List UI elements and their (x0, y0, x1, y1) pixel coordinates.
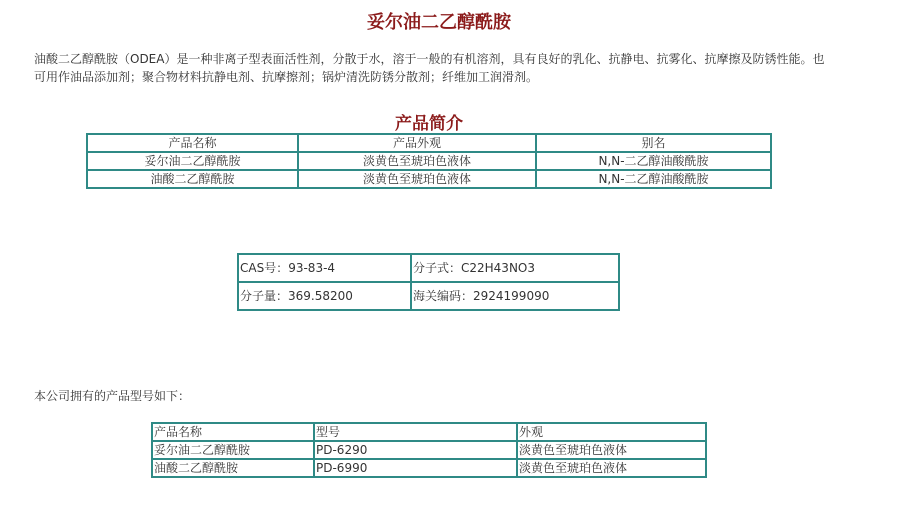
page-title: 妥尔油二乙醇酰胺 (367, 12, 511, 33)
header-cell-appearance: 产品外观 (298, 134, 536, 152)
cell-product-name: 油酸二乙醇酰胺 (152, 459, 314, 477)
cell-model: PD-6990 (314, 459, 517, 477)
header-cell-product-name: 产品名称 (87, 134, 298, 152)
table-row (238, 254, 619, 282)
cell-product-name: 油酸二乙醇酰胺 (87, 170, 298, 188)
section-title-product-intro: 产品简介 (395, 114, 463, 134)
molecular-formula: 分子式：C22H43NO3 (411, 254, 619, 282)
cell-model: PD-6290 (314, 441, 517, 459)
cell-appearance: 淡黄色至琥珀色液体 (517, 459, 706, 477)
cell-product-name: 妥尔油二乙醇酰胺 (87, 152, 298, 170)
table-header-row (87, 134, 771, 152)
cell-appearance: 淡黄色至琥珀色液体 (298, 152, 536, 170)
company-models-label: 本公司拥有的产品型号如下： (34, 389, 191, 403)
cell-alias: N,N-二乙醇油酸酰胺 (536, 152, 771, 170)
customs-code: 海关编码：2924199090 (411, 282, 619, 310)
model-table (151, 422, 707, 478)
cell-appearance: 淡黄色至琥珀色液体 (298, 170, 536, 188)
cas-number: CAS号：93-83-4 (238, 254, 411, 282)
cell-alias: N,N-二乙醇油酸酰胺 (536, 170, 771, 188)
cell-product-name: 妥尔油二乙醇酰胺 (152, 441, 314, 459)
table-row (87, 170, 771, 188)
cell-appearance: 淡黄色至琥珀色液体 (517, 441, 706, 459)
header-cell-appearance: 外观 (517, 423, 706, 441)
properties-table (237, 253, 620, 311)
table-row (87, 152, 771, 170)
molecular-weight: 分子量：369.58200 (238, 282, 411, 310)
table-row (238, 282, 619, 310)
header-cell-alias: 别名 (536, 134, 771, 152)
product-intro-table (86, 133, 772, 189)
header-cell-product-name: 产品名称 (152, 423, 314, 441)
table-row (152, 441, 706, 459)
table-header-row (152, 423, 706, 441)
intro-paragraph: 油酸二乙醇酰胺（ODEA）是一种非离子型表面活性剂，分散于水，溶于一般的有机溶剂，具有良好的乳化、抗静电、抗雾化、抗摩擦及防锈性能。也可用作油品添加剂；聚合物材料抗静电剂、抗摩擦剂；锅炉清洗防锈分散剂；纤维加工润滑剂。 (34, 52, 825, 84)
header-cell-model: 型号 (314, 423, 517, 441)
table-row (152, 459, 706, 477)
